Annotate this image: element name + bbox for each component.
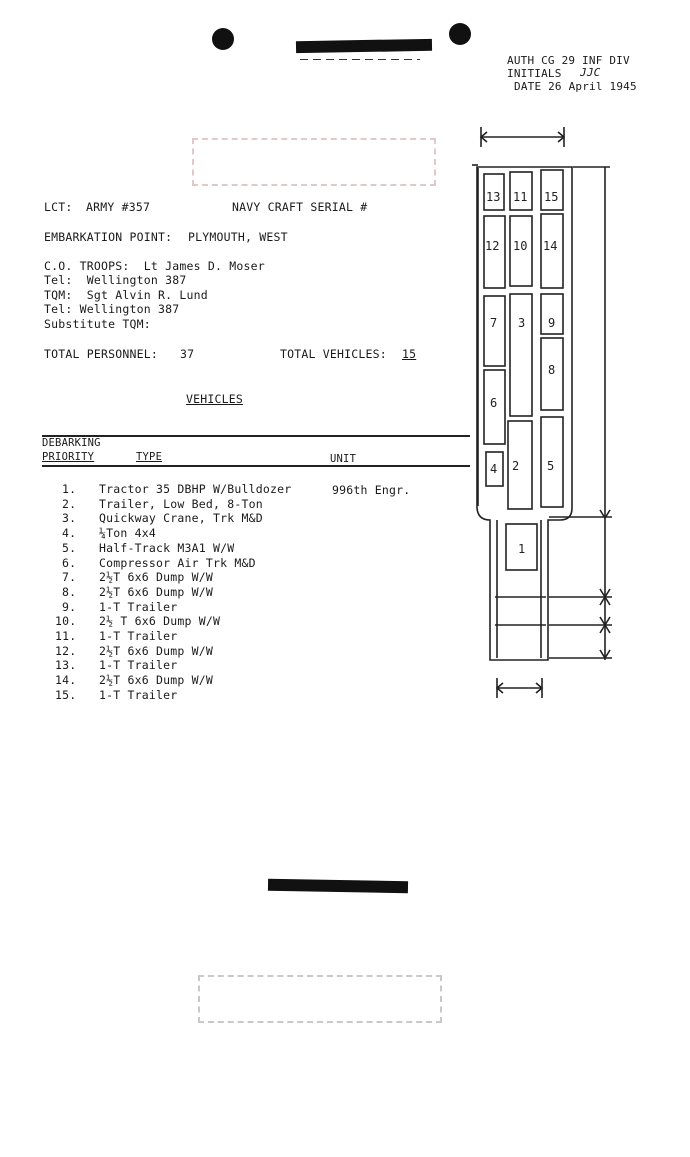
slot-label: 11 xyxy=(513,190,528,204)
row-number: 1. xyxy=(62,482,77,496)
row-number: 5. xyxy=(62,540,77,555)
row-number: 7. xyxy=(62,570,77,585)
co-troops: C.O. TROOPS: Lt James D. Moser xyxy=(44,259,265,273)
total-personnel-label: TOTAL PERSONNEL: xyxy=(44,347,158,361)
row-number: 14. xyxy=(55,673,77,688)
total-personnel-value: 37 xyxy=(180,347,195,361)
row-type: ¼Ton 4x4 xyxy=(99,526,156,541)
total-vehicles-value: 15 xyxy=(402,347,417,361)
slot-label: 2 xyxy=(512,459,520,473)
slot-label: 1 xyxy=(518,542,526,556)
row-number: 13. xyxy=(55,658,77,673)
auth-line-3: DATE 26 April 1945 xyxy=(514,80,637,93)
auth-line-2: INITIALS xyxy=(507,67,562,80)
row-number: 9. xyxy=(62,599,77,614)
row-type: 2½T 6x6 Dump W/W xyxy=(99,570,213,585)
slot-label: 4 xyxy=(490,462,498,476)
slot-3 xyxy=(510,294,532,416)
row-number: 15. xyxy=(55,687,77,702)
lct-value: ARMY #357 xyxy=(86,200,151,214)
row-unit: 996th Engr. xyxy=(332,483,411,497)
row-number: 6. xyxy=(62,555,77,570)
col-header-type: TYPE xyxy=(136,451,163,463)
row-type: 1-T Trailer xyxy=(99,599,178,614)
slot-label: 12 xyxy=(485,239,500,253)
navy-craft-serial: NAVY CRAFT SERIAL # xyxy=(232,200,368,214)
tqm: TQM: Sgt Alvin R. Lund xyxy=(44,288,208,302)
slot-label: 8 xyxy=(548,363,556,377)
slot-7 xyxy=(484,296,505,366)
row-number: 2. xyxy=(62,496,77,511)
row-type: 2½T 6x6 Dump W/W xyxy=(99,673,213,688)
substitute-tqm: Substitute TQM: xyxy=(44,317,151,331)
row-number: 4. xyxy=(62,526,77,541)
auth-initials: JJC xyxy=(580,66,601,79)
tel-1: Tel: Wellington 387 xyxy=(44,273,187,287)
slot-label: 13 xyxy=(486,190,501,204)
embarkation-label: EMBARKATION POINT: xyxy=(44,230,173,244)
col-header-debarking: DEBARKING xyxy=(42,437,101,449)
row-number: 3. xyxy=(62,511,77,526)
row-type: 1-T Trailer xyxy=(99,629,178,643)
row-type: Quickway Crane, Trk M&D xyxy=(99,511,263,526)
tel-2: Tel: Wellington 387 xyxy=(44,302,180,316)
slot-label: 14 xyxy=(543,239,558,253)
slot-label: 9 xyxy=(548,316,556,330)
row-number: 11. xyxy=(55,629,77,643)
row-type: 1-T Trailer xyxy=(99,687,178,702)
row-number: 8. xyxy=(62,584,77,599)
slot-label: 7 xyxy=(490,316,498,330)
total-vehicles-label: TOTAL VEHICLES: xyxy=(280,347,387,361)
row-type: 2½T 6x6 Dump W/W xyxy=(99,643,213,658)
slot-label: 15 xyxy=(544,190,559,204)
col-header-priority: PRIORITY xyxy=(42,451,95,463)
row-number: 10. xyxy=(55,614,77,629)
row-type: 2½T 6x6 Dump W/W xyxy=(99,584,213,599)
row-number: 12. xyxy=(55,643,77,658)
section-title-vehicles: VEHICLES xyxy=(186,392,243,406)
slot-label: 10 xyxy=(513,239,528,253)
row-type: Half-Track M3A1 W/W xyxy=(99,540,235,555)
slot-label: 5 xyxy=(547,459,555,473)
row-type: Tractor 35 DBHP W/Bulldozer xyxy=(99,482,292,496)
embarkation-value: PLYMOUTH, WEST xyxy=(188,230,288,244)
row-type: 1-T Trailer xyxy=(99,658,178,673)
row-type: 2½ T 6x6 Dump W/W xyxy=(99,614,221,629)
auth-line-1: AUTH CG 29 INF DIV xyxy=(507,54,630,67)
col-header-unit: UNIT xyxy=(330,453,357,465)
row-type: Compressor Air Trk M&D xyxy=(99,555,256,570)
lct-label: LCT: xyxy=(44,200,73,214)
slot-label: 6 xyxy=(490,396,498,410)
slot-label: 3 xyxy=(518,316,526,330)
row-type: Trailer, Low Bed, 8-Ton xyxy=(99,496,263,511)
